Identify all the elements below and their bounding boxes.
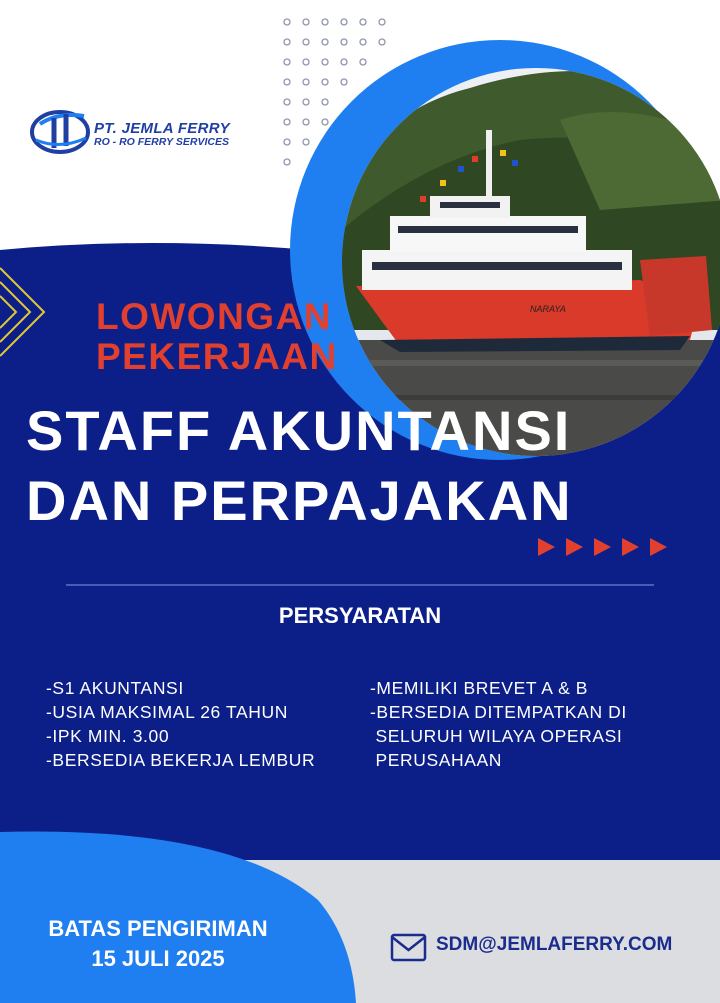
requirements-title: PERSYARATAN: [278, 603, 442, 628]
requirement-left-1: -S1 AKUNTANSI: [46, 678, 184, 698]
company-logo-icon: [32, 112, 88, 152]
requirement-right-4: PERUSAHAAN: [370, 750, 503, 770]
requirement-right-2: -BERSEDIA DITEMPATKAN DI: [370, 702, 627, 722]
requirement-left-4: -BERSEDIA BEKERJA LEMBUR: [46, 750, 316, 770]
ship-name: NARAYA: [530, 304, 566, 314]
company-tagline: RO - RO FERRY SERVICES: [94, 136, 229, 148]
contact-email[interactable]: SDM@JEMLAFERRY.COM: [436, 934, 673, 955]
requirement-right-1: -MEMILIKI BREVET A & B: [370, 678, 589, 698]
deadline-date: 15 JULI 2025: [91, 946, 225, 971]
heading-line-2: PEKERJAAN: [96, 336, 338, 377]
position-title-line-1: STAFF AKUNTANSI: [26, 399, 572, 462]
company-name: PT. JEMLA FERRY: [94, 120, 230, 137]
heading-line-1: LOWONGAN: [96, 296, 333, 337]
deadline-label: BATAS PENGIRIMAN: [48, 916, 268, 941]
position-title-line-2: DAN PERPAJAKAN: [26, 469, 573, 532]
requirement-right-3: SELURUH WILAYA OPERASI: [370, 726, 623, 746]
requirement-left-2: -USIA MAKSIMAL 26 TAHUN: [46, 702, 289, 722]
requirement-left-3: -IPK MIN. 3.00: [46, 726, 170, 746]
